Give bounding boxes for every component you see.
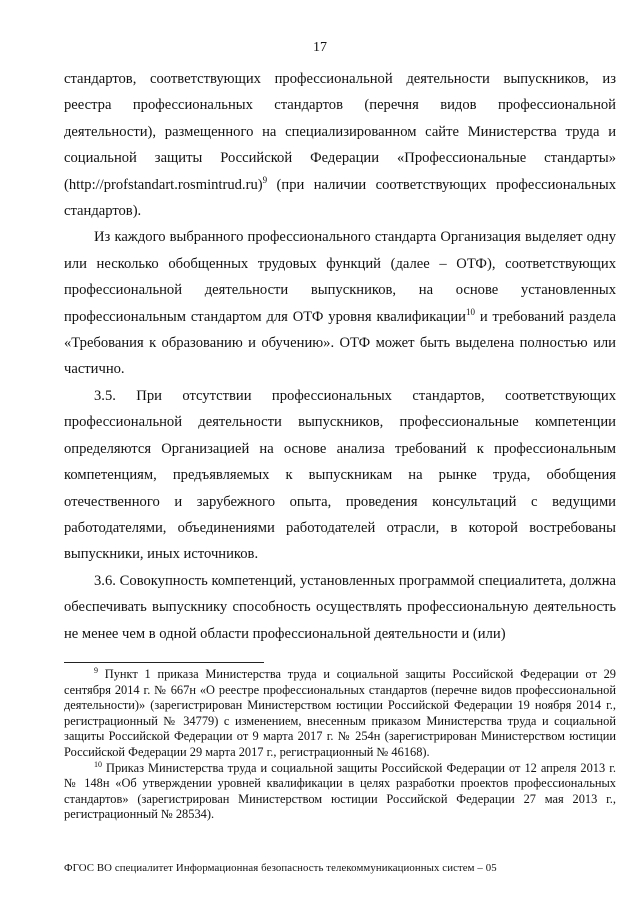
paragraph-text: Из каждого выбранного профессионального стандарта Организация выделяет одну или несколько обобщенных трудовых функций (далее – ОТФ), соответствующих профессиональной деятельности выпускников, на основе установленных профессиональным стандартом для ОТФ уровня квалификации bbox=[64, 229, 616, 325]
footnote-ref: 9 bbox=[262, 174, 268, 185]
paragraph-otf bbox=[64, 224, 616, 382]
footnote-9 bbox=[64, 667, 616, 761]
paragraph-text: и требований раздела «Требования к образованию и обучению». ОТФ может быть выделена полностью или частично. bbox=[64, 308, 616, 378]
page-number: 17 bbox=[313, 40, 327, 55]
page-footer: ФГОС ВО специалитет Информационная безопасность телекоммуникационных систем – 05 bbox=[64, 862, 497, 874]
body-text bbox=[64, 66, 616, 647]
footnote-divider bbox=[64, 662, 264, 663]
paragraph-3-6 bbox=[64, 568, 616, 647]
footnote-ref: 10 bbox=[465, 306, 475, 317]
paragraph-text: стандартов, соответствующих профессиональной деятельности выпускников, из реестра профессиональных стандартов (перечня видов профессиональной деятельности), размещенного на специализированном сайте Министерства труда и социальной защиты Российской Федерации «Профессиональные стандарты» (http://profstandart.rosmintrud.ru) bbox=[64, 71, 616, 193]
footnote-mark: 9 bbox=[94, 666, 98, 675]
footnote-mark: 10 bbox=[94, 759, 102, 769]
footnote-10 bbox=[64, 761, 616, 823]
paragraph-text: 3.5. При отсутствии профессиональных стандартов, соответствующих профессиональной деятельности выпускников, профессиональные компетенции определяются Организацией на основе анализа требований к профессиональным компетенциям, предъявляемых к выпускникам на рынке труда, обобщения отечественного и зарубежного опыта, проведения консультаций с ведущими работодателями, объединениями работодателей отрасли, в которой востребованы выпускники, иных источников. bbox=[64, 387, 616, 563]
paragraph-text: (при наличии соответствующих профессиональных стандартов). bbox=[64, 176, 616, 220]
paragraph-continuation bbox=[64, 66, 616, 224]
footnotes bbox=[64, 667, 616, 823]
paragraph-text: 3.6. Совокупность компетенций, установленных программой специалитета, должна обеспечивать выпускнику способность осуществлять профессиональную деятельность не менее чем в одной области профессиональной деятельности и (или) bbox=[64, 572, 616, 642]
footnote-text: Приказ Министерства труда и социальной защиты Российской Федерации от 12 апреля 2013 г. № 148н «Об утверждении уровней квалификации в целях разработки проектов профессиональных стандартов» (зарегистрирован Министерством юстиции Российской Федерации 27 мая 2013 г., регистрационный № 28534). bbox=[64, 760, 616, 822]
footnote-text: Пункт 1 приказа Министерства труда и социальной защиты Российской Федерации от 29 сентября 2014 г. № 667н «О реестре профессиональных стандартов (перечне видов профессиональной деятельности)» (зарегистрирован Министерством юстиции Российской Федерации 19 ноября 2014 г., регистрационный № 34779) с изменением, внесенным приказом Министерства труда и социальной защиты Российской Федерации от 9 марта 2017 г. № 254н (зарегистрирован Министерством юстиции Российской Федерации 29 марта 2017 г., регистрационный № 46168). bbox=[64, 667, 616, 759]
paragraph-3-5 bbox=[64, 383, 616, 568]
